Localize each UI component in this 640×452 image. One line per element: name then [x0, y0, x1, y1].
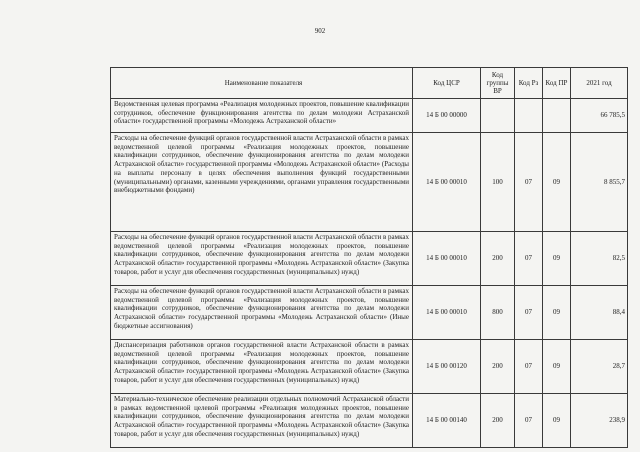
table-row	[111, 133, 628, 232]
table-row	[111, 340, 628, 394]
row-rz: 07	[515, 232, 543, 286]
row-rz: 07	[515, 394, 543, 448]
row-amount: 82,5	[571, 232, 628, 286]
row-csr: 14 Б 00 00120	[413, 340, 481, 394]
header-name: Наименование показателя	[111, 68, 413, 99]
row-vr: 100	[481, 133, 515, 232]
header-rz: Код Рз	[515, 68, 543, 99]
budget-table-container	[110, 67, 628, 448]
row-pr: 09	[543, 340, 571, 394]
page-number: 902	[314, 27, 326, 35]
row-rz: 07	[515, 133, 543, 232]
row-pr: 09	[543, 232, 571, 286]
header-vr: Код группы ВР	[481, 68, 515, 99]
row-pr: 09	[543, 286, 571, 340]
row-csr: 14 Б 00 00010	[413, 232, 481, 286]
row-rz	[515, 99, 543, 133]
row-csr: 14 Б 00 00010	[413, 286, 481, 340]
budget-table	[110, 67, 628, 448]
header-csr: Код ЦСР	[413, 68, 481, 99]
row-vr	[481, 99, 515, 133]
table-row	[111, 99, 628, 133]
row-name: Расходы на обеспечение функций органов государственной власти Астраханской области в рамках ведомственной целевой программы «Реализация молодежных проектов, повышение квалификации сотрудников, обеспечение функционирования агентства по делам молодежи Астраханской области» государственной программы «Молодежь Астраханской области» (Закупка товаров, работ и услуг для обеспечения государственных (муниципальных) нужд)	[111, 232, 413, 286]
row-amount: 28,7	[571, 340, 628, 394]
row-vr: 200	[481, 394, 515, 448]
row-amount: 238,9	[571, 394, 628, 448]
row-name: Ведомственная целевая программа «Реализация молодежных проектов, повышение квалификации сотрудников, обеспечение функционирования агентства по делам молодежи Астраханской области» государственной программы «Молодежь Астраханской области»	[111, 99, 413, 133]
row-amount: 8 855,7	[571, 133, 628, 232]
row-vr: 800	[481, 286, 515, 340]
row-rz: 07	[515, 340, 543, 394]
row-name: Материально-техническое обеспечение реализации отдельных полномочий Астраханской области в рамках ведомственной целевой программы «Реализация молодежных проектов, повышение квалификации сотрудников, обеспечение функционирования агентства по делам молодежи Астраханской области» государственной программы «Молодежь Астраханской области» (Закупка товаров, работ и услуг для обеспечения государственных (муниципальных) нужд)	[111, 394, 413, 448]
row-amount: 88,4	[571, 286, 628, 340]
row-csr: 14 Б 00 00010	[413, 133, 481, 232]
row-csr: 14 Б 00 00140	[413, 394, 481, 448]
header-year: 2021 год	[571, 68, 628, 99]
row-name: Диспансеризация работников органов государственной власти Астраханской области в рамках ведомственной целевой программы «Реализация молодежных проектов, повышение квалификации сотрудников, обеспечение функционирования агентства по делам молодежи Астраханской области» государственной программы «Молодежь Астраханской области» (Закупка товаров, работ и услуг для обеспечения государственных (муниципальных) нужд)	[111, 340, 413, 394]
row-vr: 200	[481, 232, 515, 286]
row-pr: 09	[543, 133, 571, 232]
row-rz: 07	[515, 286, 543, 340]
table-row	[111, 394, 628, 448]
row-pr	[543, 99, 571, 133]
table-header-row	[111, 68, 628, 99]
row-name: Расходы на обеспечение функций органов государственной власти Астраханской области в рамках ведомственной целевой программы «Реализация молодежных проектов, повышение квалификации сотрудников, обеспечение функционирования агентства по делам молодежи Астраханской области» государственной программы «Молодежь Астраханской области» (Расходы на выплаты персоналу в целях обеспечения выполнения функций государственными (муниципальными) органами, казенными учреждениями, органами управления государственными внебюджетными фондами)	[111, 133, 413, 232]
row-name: Расходы на обеспечение функций органов государственной власти Астраханской области в рамках ведомственной целевой программы «Реализация молодежных проектов, повышение квалификации сотрудников, обеспечение функционирования агентства по делам молодежи Астраханской области» государственной программы «Молодежь Астраханской области» (Иные бюджетные ассигнования)	[111, 286, 413, 340]
header-pr: Код ПР	[543, 68, 571, 99]
row-pr: 09	[543, 394, 571, 448]
row-vr: 200	[481, 340, 515, 394]
row-csr: 14 Б 00 00000	[413, 99, 481, 133]
table-row	[111, 232, 628, 286]
row-amount: 66 785,5	[571, 99, 628, 133]
table-row	[111, 286, 628, 340]
